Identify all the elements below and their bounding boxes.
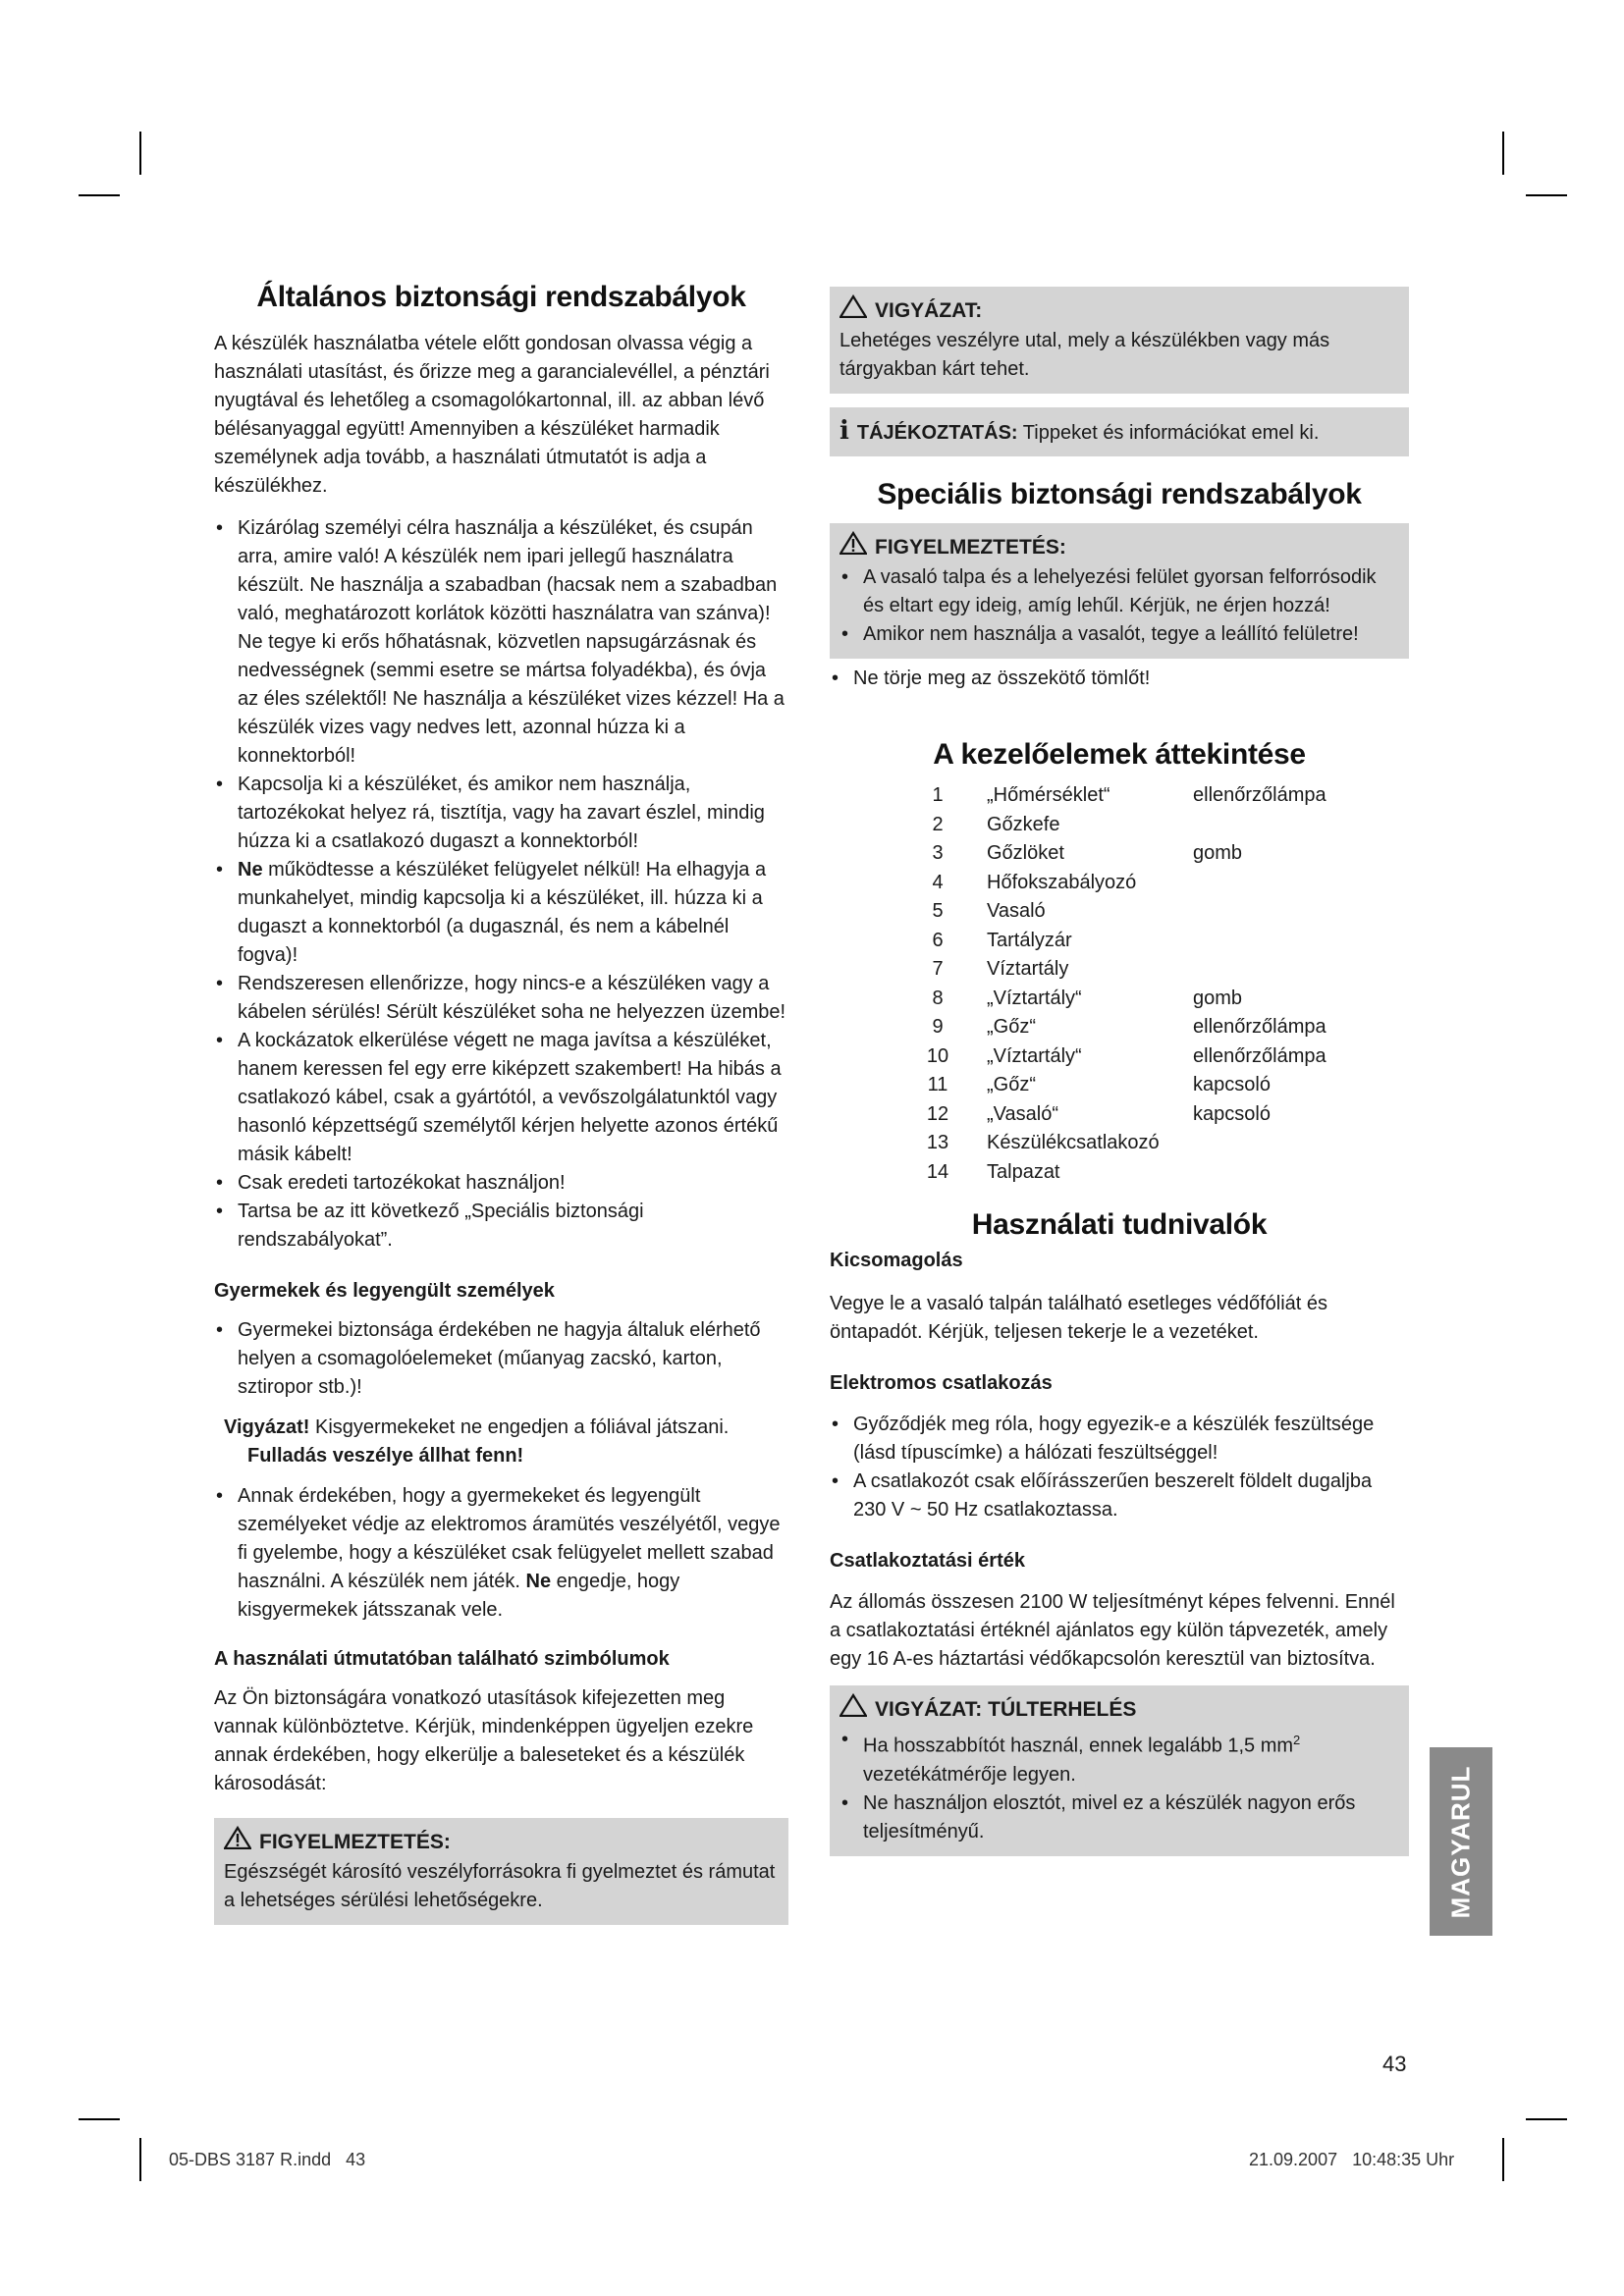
- part-number: 11: [927, 1074, 948, 1095]
- list-item: • Győződjék meg róla, hogy egyezik-e a készülék feszültsége (lásd típuscímke) a hálózati feszültséggel!: [830, 1411, 1409, 1468]
- conn-paragraph: Az állomás összesen 2100 W teljesítményt képes felvenni. Ennél a csatlakoztatási értéknél ajánlatos egy külön tápvezeték, amely egy 16 A-es háztartási védőkapcsolón keresztül van biztosítva.: [830, 1591, 1395, 1670]
- list-item-text: vezetékátmérője legyen.: [863, 1763, 1076, 1786]
- crop-mark: [79, 2118, 120, 2120]
- superscript: 2: [1293, 1733, 1301, 1747]
- part-type: [1193, 869, 1326, 898]
- part-type: [1193, 927, 1326, 956]
- parts-table: [889, 781, 1326, 1187]
- children-heading: Gyermekek és legyengült személyek: [214, 1280, 555, 1302]
- info-label: TÁJÉKOZTATÁS:: [856, 422, 1018, 444]
- part-number: 2: [932, 813, 944, 835]
- list-item: • Kizárólag személyi célra használja a készüléket, és csupán arra, amire való! A készülék nem ipari jellegű használatra készült. Ne használja a szabadban (hacsak nem a szabadban való, meghatározott korlátok közötti használatra van szánva)! Ne tegye ki erős hőhatásnak, közvetlen napsugárzásnak és nedvességnek (semmi esetre se mártsa folyadékba), és óvja az éles szélektől! Ne használja a készüléket vizes kézzel! Ha a készülék vizes vagy nedves lett, azonnal húzza ki a konnektorból!: [214, 514, 788, 771]
- part-number: 7: [932, 958, 944, 980]
- table-row: [889, 1042, 1326, 1072]
- general-safety-title: Általános biztonsági rendszabályok: [256, 281, 746, 313]
- part-type: ellenőrzőlámpa: [1193, 1016, 1326, 1038]
- table-row: [889, 955, 1326, 985]
- part-number: 4: [932, 871, 944, 893]
- part-name: „Gőz“: [987, 1074, 1036, 1095]
- table-row: [889, 811, 1326, 840]
- list-item: • Amikor nem használja a vasalót, tegye a leállító felületre!: [839, 620, 1399, 649]
- children-list: [214, 1316, 788, 1402]
- table-row: [889, 927, 1326, 956]
- special-extra-list: [830, 665, 1409, 693]
- symbols-heading: A használati útmutatóban található szimbólumok: [214, 1648, 670, 1670]
- part-name: Talpazat: [987, 1160, 1060, 1183]
- part-type: ellenőrzőlámpa: [1193, 784, 1326, 806]
- caution-box: [830, 287, 1409, 394]
- caution-triangle-icon: [839, 294, 867, 327]
- part-name: Víztartály: [987, 958, 1069, 980]
- part-name: Gőzkefe: [987, 813, 1060, 835]
- table-row: [889, 1013, 1326, 1042]
- overload-title: VIGYÁZAT: TÚLTERHELÉS: [875, 1697, 1137, 1721]
- intro-paragraph: A készülék használatba vétele előtt gondosan olvassa végig a használati utasítást, és őrizze meg a garancialevéllel, a pénztári nyugtával és lehetőleg a csomagolókartonnal, ill. az abban lévő bélésanyaggal együtt! Amennyiben a készüléket harmadik személynek adja tovább, a használati útmutatót is adja a készülékhez.: [214, 333, 770, 497]
- part-name: „Hőmérséklet“: [987, 784, 1110, 806]
- list-item: [214, 856, 788, 970]
- caution-title: VIGYÁZAT:: [875, 298, 983, 322]
- part-name: Tartályzár: [987, 929, 1072, 951]
- list-item: • Csak eredeti tartozékokat használjon!: [214, 1169, 788, 1198]
- crop-mark: [139, 2138, 141, 2181]
- left-column: [214, 275, 788, 1925]
- warning-text: Egészségét károsító veszélyforrásokra fi gyelmeztet és rámutat a lehetséges sérülési lehetőségekre.: [224, 1861, 776, 1911]
- warning-triangle-icon: [224, 1826, 251, 1858]
- list-item: • Kapcsolja ki a készüléket, és amikor nem használja, tartozékokat helyez rá, tisztítja, vagy ha zavart észlel, mindig húzza ki a csatlakozó dugaszt a konnektorból!: [214, 771, 788, 856]
- overload-box: [830, 1685, 1409, 1856]
- part-type: gomb: [1193, 987, 1243, 1009]
- part-name: Készülékcsatlakozó: [987, 1132, 1160, 1153]
- vigyazat-note: [214, 1414, 788, 1442]
- elec-heading: Elektromos csatlakozás: [830, 1372, 1053, 1394]
- part-type: ellenőrzőlámpa: [1193, 1044, 1326, 1067]
- list-item: • Gyermekei biztonsága érdekében ne hagyja általuk elérhető helyen a csomagolóelemeket (műanyag zacskó, karton, sztiropor stb.)!: [214, 1316, 788, 1402]
- part-number: 9: [932, 1016, 944, 1038]
- list-item: • Tartsa be az itt következő „Speciális biztonsági rendszabályokat”.: [214, 1198, 788, 1255]
- language-tab-label: MAGYARUL: [1445, 1765, 1476, 1918]
- table-row: [889, 1100, 1326, 1130]
- part-type: kapcsoló: [1193, 1074, 1271, 1095]
- table-row: [889, 839, 1326, 869]
- list-item-text: engedje, hogy kisgyermekek játsszanak vele.: [238, 1571, 680, 1621]
- crop-mark: [1502, 132, 1504, 175]
- list-item: [214, 1482, 788, 1625]
- overload-title-row: [839, 1693, 1399, 1726]
- warning-box: [214, 1818, 788, 1925]
- table-row: [889, 1071, 1326, 1100]
- part-number: 1: [932, 784, 944, 806]
- part-number: 13: [926, 1132, 949, 1153]
- table-row: [889, 897, 1326, 927]
- part-name: „Víztartály“: [987, 1044, 1082, 1067]
- special-safety-title: Speciális biztonsági rendszabályok: [877, 478, 1362, 510]
- list-item-text: működtesse a készüléket felügyelet nélkül! Ha elhagyja a munkahelyet, mindig kapcsolja ki a készüléket, ill. húzza ki a dugaszt a konnektorból (a dugasznál, és nem a kábelnél fogva)!: [238, 859, 767, 966]
- elec-list: [830, 1411, 1409, 1524]
- unpack-heading: Kicsomagolás: [830, 1250, 963, 1271]
- warning-title: FIGYELMEZTETÉS:: [259, 1830, 451, 1853]
- part-name: „Vasaló“: [987, 1102, 1058, 1125]
- table-row: [889, 985, 1326, 1014]
- info-text: Tippeket és információkat emel ki.: [1017, 422, 1320, 444]
- part-name: Gőzlöket: [987, 842, 1064, 864]
- overload-list: [839, 1726, 1399, 1846]
- conn-heading: Csatlakoztatási érték: [830, 1550, 1025, 1572]
- part-number: 12: [926, 1102, 949, 1125]
- part-type: [1193, 811, 1326, 840]
- part-name: Vasaló: [987, 900, 1046, 922]
- crop-mark: [139, 132, 141, 175]
- page-number: 43: [1382, 2052, 1407, 2076]
- crop-mark: [1526, 194, 1567, 196]
- part-type: kapcsoló: [1193, 1102, 1271, 1125]
- table-row: [889, 781, 1326, 811]
- part-number: 14: [926, 1160, 949, 1183]
- crop-mark: [1526, 2118, 1567, 2120]
- part-type: gomb: [1193, 842, 1243, 864]
- part-type: [1193, 897, 1326, 927]
- info-icon: i: [839, 416, 849, 446]
- warning-title-row: [224, 1826, 779, 1858]
- caution-text: Lehetéges veszélyre utal, mely a készülékben vagy más tárgyakban kárt tehet.: [839, 330, 1330, 380]
- language-tab: [1430, 1747, 1492, 1936]
- unpack-paragraph: Vegye le a vasaló talpán található esetleges védőfóliát és öntapadót. Kérjük, teljesen tekerje le a vezetéket.: [830, 1293, 1328, 1343]
- list-item: • Ne használjon elosztót, mivel ez a készülék nagyon erős teljesítményű.: [839, 1789, 1399, 1846]
- list-item: • Rendszeresen ellenőrizze, hogy nincs-e a készüléken vagy a kábelen sérülés! Sérült készüléket soha ne helyezzen üzembe!: [214, 970, 788, 1027]
- part-type: [1193, 955, 1326, 985]
- controls-title: A kezelőelemek áttekintése: [933, 738, 1306, 771]
- caution-triangle-icon: [839, 1693, 867, 1726]
- part-number: 6: [932, 929, 944, 951]
- part-type: [1193, 1158, 1326, 1188]
- caution-title-row: [839, 294, 1399, 327]
- safety-list: [214, 514, 788, 1255]
- part-number: 10: [926, 1044, 949, 1067]
- info-box: [830, 407, 1409, 456]
- children-list-2: [214, 1482, 788, 1625]
- list-item-text: Ha hosszabbítót használ, ennek legalább 1,5 mm: [863, 1735, 1294, 1757]
- list-item: [839, 1726, 1399, 1789]
- special-warning-list: [839, 563, 1399, 649]
- part-type: [1193, 1129, 1326, 1158]
- fulladas-note: Fulladás veszélye állhat fenn!: [247, 1445, 524, 1467]
- list-item-text: Annak érdekében, hogy a gyermekeket és legyengült személyeket védje az elektromos áramütés veszélyétől, vegye fi gyelembe, hogy a készüléket csak felügyelet mellett szabad használni. A készülék nem játék.: [238, 1485, 781, 1592]
- part-number: 8: [932, 987, 944, 1009]
- table-row: [889, 1158, 1326, 1188]
- warning-triangle-icon: [839, 531, 867, 563]
- table-row: [889, 869, 1326, 898]
- special-warning-box: [830, 523, 1409, 659]
- table-row: [889, 1129, 1326, 1158]
- usage-title: Használati tudnivalók: [971, 1208, 1268, 1241]
- part-name: Hőfokszabályozó: [987, 871, 1137, 893]
- ne-emphasis: Ne: [525, 1571, 552, 1592]
- part-number: 5: [932, 900, 944, 922]
- list-item: • A kockázatok elkerülése végett ne maga javítsa a készüléket, hanem keressen fel egy erre kiképzett szakembert! Ha hibás a csatlakozó kábel, csak a gyártótól, a vevőszolgálatunktól vagy hasonló képzettségű személytől kérjen helyette azonos értékű másik kábelt!: [214, 1027, 788, 1169]
- vigyazat-text: Kisgyermekeket ne engedjen a fóliával játszani.: [309, 1416, 730, 1438]
- footer-file-info: 05-DBS 3187 R.indd 43: [169, 2150, 366, 2169]
- footer-timestamp: 21.09.2007 10:48:35 Uhr: [1249, 2150, 1455, 2169]
- vigyazat-label: Vigyázat!: [224, 1416, 310, 1438]
- part-name: „Víztartály“: [987, 987, 1082, 1009]
- part-name: „Gőz“: [987, 1016, 1036, 1038]
- symbols-paragraph: Az Ön biztonságára vonatkozó utasítások kifejezetten meg vannak különböztetve. Kérjük, mindenképpen ügyeljen ezekre annak érdekében, hogy elkerülje a baleseteket és a készülék károsodását:: [214, 1687, 754, 1794]
- list-item: • A csatlakozót csak előírásszerűen beszerelt földelt dugaljba 230 V ~ 50 Hz csatlakoztassa.: [830, 1468, 1409, 1524]
- list-item: • A vasaló talpa és a lehelyezési felület gyorsan felforrósodik és eltart egy ideig, amíg lehűl. Kérjük, ne érjen hozzá!: [839, 563, 1399, 620]
- right-column: [830, 287, 1409, 1856]
- ne-emphasis: Ne: [238, 859, 263, 881]
- list-item: • Ne törje meg az összekötő tömlőt!: [830, 665, 1409, 693]
- crop-mark: [1502, 2138, 1504, 2181]
- crop-mark: [79, 194, 120, 196]
- part-number: 3: [932, 842, 944, 864]
- special-warning-title-row: [839, 531, 1399, 563]
- special-warning-title: FIGYELMEZTETÉS:: [875, 535, 1066, 559]
